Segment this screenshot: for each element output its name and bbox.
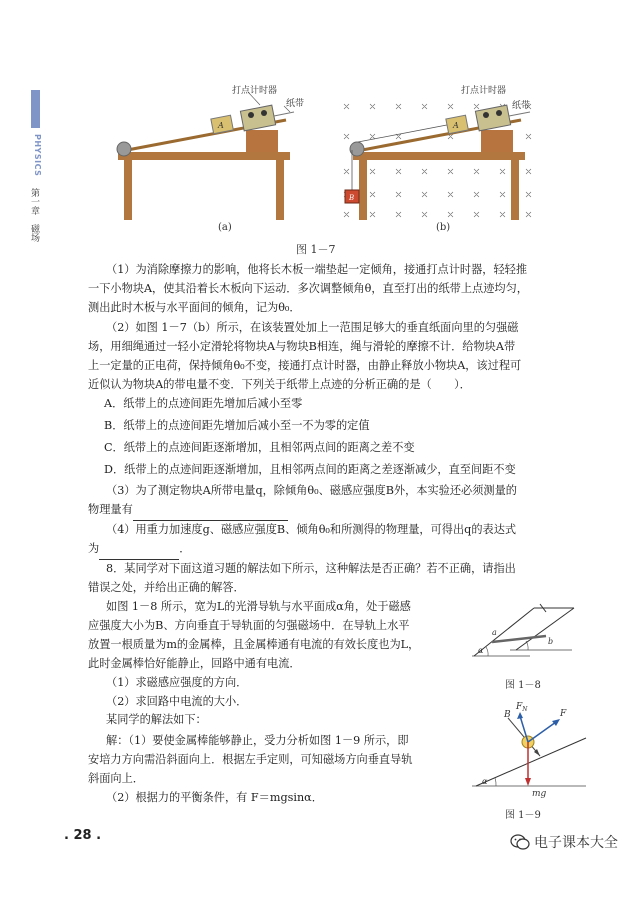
problem-8-text: 8．某同学对下面这道习题的解法如下所示，这种解法是否正确？若不正确，请指出 错误之处，并给出正确的解答． (88, 562, 516, 594)
figure-1-7 (108, 84, 548, 244)
fig17a-label-timer: 打点计时器 (232, 86, 278, 96)
q1-text: （1）为消除摩擦力的影响，他将长木板一端垫起一定倾角，接通打点计时器，轻轻推 一下小物块A，使其沿着长木板向下运动．多次调整倾角θ，直至打出的纸带上点迹均匀， 测出此时木板与水平面间的倾角，记为θ₀． (88, 263, 528, 314)
fig19-label-B: B (504, 710, 511, 720)
sidebar-series-label: PHYSICS (33, 134, 42, 177)
watermark (510, 832, 618, 852)
figure-1-7b (344, 84, 531, 233)
figure-1-8-title: 图 1－8 (505, 680, 541, 691)
watermark-text: 电子课本大全 (534, 835, 618, 851)
q2-text: （2）如图 1－7（b）所示，在该装置处加上一范围足够大的垂直纸面向里的匀强磁 场，用细绳通过一轻小定滑轮将物块A与物块B相连，绳与滑轮的摩擦不计．给物块A带 上一定量的正电荷，保持倾角θ₀不变，接通打点计时器，由静止释放小物块A，该过程可 近似认为物块A的带电量不变．下列关于纸带上点迹的分析正确的是（ ）． (88, 321, 522, 391)
fig17b-label-weight: B (349, 194, 355, 202)
fig19-label-mg: mg (532, 789, 547, 799)
option-b: B．纸带上的点迹间距先增加后减小至一不为零的定值 (104, 419, 370, 432)
fig17b-label-tape: 纸带 (512, 101, 531, 111)
fig17a-caption: (a) (218, 222, 232, 233)
figure-1-9 (470, 700, 600, 800)
q4-answer-blank[interactable] (99, 540, 179, 560)
fig18-label-alpha: α (478, 646, 484, 655)
fig17a-label-block: A (218, 121, 224, 130)
solution-text: 解：（1）要使金属棒能够静止，受力分析如图 1－9 所示，即 安培力方向需沿斜面向上．根据左手定则，可知磁场方向垂直导轨 斜面向上． （2）根据力的平衡条件，有 F＝mgsinα． (88, 734, 413, 804)
option-a: A．纸带上的点迹间距先增加后减小至零 (104, 397, 303, 410)
q3-text: （3）为了测定物块A所带电量q，除倾角θ₀、磁感应强度B外，本实验还必须测量的 物理量有 (88, 482, 578, 521)
problem-statement: 如图 1－8 所示，宽为L的光滑导轨与水平面成α角，处于磁感 应强度大小为B、方向垂直于导轨面的匀强磁场中．在导轨上水平 放置一根质量为m的金属棒，且金属棒通有电流的有效长度也为L， 此时金属棒恰好能静止，回路中通有电流． （1）求磁感应强度的方向． （2）求回路中电流的大小． 某同学的解法如下： (88, 600, 420, 727)
fig17b-label-block: A (453, 121, 459, 130)
figure-1-8 (470, 598, 580, 660)
fig18-label-a: a (492, 628, 497, 637)
page-number: . 28 . (64, 828, 102, 843)
wechat-icon (510, 834, 530, 850)
q4-text: （4）用重力加速度g、磁感应强度B、倾角θ₀和所测得的物理量，可得出q的表达式 为 ． (88, 521, 578, 560)
q3-answer-blank[interactable] (133, 501, 288, 521)
fig17b-caption: (b) (436, 222, 451, 233)
fig18-label-b: b (548, 637, 554, 646)
fig17a-label-tape: 纸带 (286, 99, 305, 109)
fig19-label-F: F (560, 709, 567, 719)
option-d: D．纸带上的点迹间距逐渐增加，且相邻两点间的距离之差逐渐减少，直至间距不变 (104, 463, 516, 476)
fig17b-label-timer: 打点计时器 (461, 86, 507, 96)
fig19-label-alpha: α (482, 777, 488, 786)
figure-1-9-title: 图 1－9 (505, 810, 541, 821)
fig19-label-FN: $F_N$ (516, 702, 528, 713)
figure-1-7-title: 图 1－7 (296, 243, 336, 256)
sidebar-color-tab (31, 90, 40, 128)
sidebar-chapter-label: 第一章 磁场 (29, 188, 39, 242)
figure-1-7a (117, 84, 304, 233)
option-c: C．纸带上的点迹间距逐渐增加，且相邻两点间的距离之差不变 (104, 441, 415, 454)
